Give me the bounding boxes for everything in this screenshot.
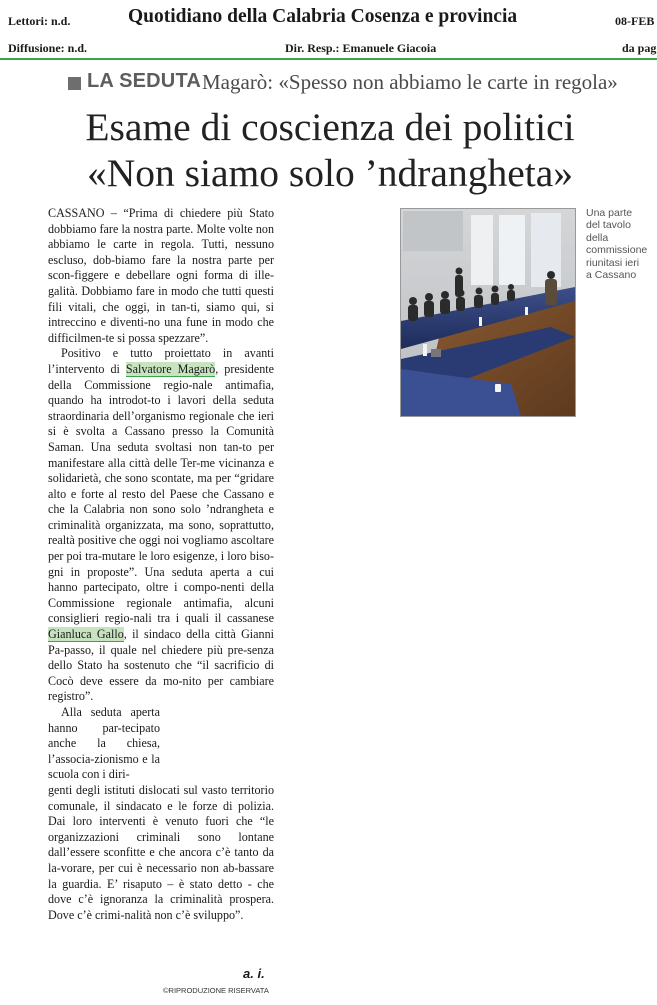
highlight-name-gallo: Gianluca Gallo <box>48 627 124 642</box>
kicker-subtitle: Magarò: «Spesso non abbiamo le carte in regola» <box>202 70 618 94</box>
header-divider <box>0 58 657 60</box>
caption-line: commissione <box>586 244 648 257</box>
copyright-notice: ©RIPRODUZIONE RISERVATA <box>163 986 269 995</box>
paragraph-3-narrow: Alla seduta aperta hanno par-tecipato anche la chiesa, l’associa-zionismo e la scuola con i diri- <box>48 705 160 782</box>
editor-label: Dir. Resp.: Emanuele Giacoia <box>285 41 437 55</box>
photo-illustration <box>401 209 575 416</box>
circulation-label: Diffusione: n.d. <box>8 41 88 55</box>
paragraph-2 <box>48 346 274 705</box>
commission-photo <box>400 208 576 417</box>
paragraph-2-middle: , presidente della Commissione regio-nale antimafia, quando ha introdot-to i lavori della seduta straordinaria dell’organismo regionale che ieri si è svolta a Cassano presso la Comunità Saman. Una seduta svoltasi non tan-to per manifestare alla città delle Ter-me vicinanza e solidarietà, che sono scontate, ma per “gridare alto e forte al resto del Paese che Cassano e che la Calabria non sono solo ’ndrangheta e criminalità organizzata, ma sono, soprattutto, realtà positive che oggi noi vogliamo ascoltare per poi tra-mutare le loro esigenze, i loro biso-gni in proposte”. Una seduta aperta a cui hanno partecipato, oltre i compo-nenti della Commissione regionale antimafia, alcuni consiglieri regio-nali tra i quali il cassanese <box>48 361 274 626</box>
paragraph-2-intro: Positivo e tutto proiettato in avanti l’intervento di <box>48 346 274 376</box>
kicker-tag: LA SEDUTA <box>87 70 202 92</box>
newspaper-title: Quotidiano della Calabria Cosenza e provincia <box>128 6 518 27</box>
article-body <box>48 206 274 923</box>
readers-label: Lettori: n.d. <box>8 14 71 28</box>
photo-caption <box>586 207 656 281</box>
author-signature: a. i. <box>243 966 265 981</box>
headline-line-2: «Non siamo solo ’ndrangheta» <box>87 151 573 195</box>
paragraph-2-end: , il sindaco della città Gianni Pa-passo, il quale nel chiedere più pre-senza dello Stato ha sostenuto che “il sacrificio di Cocò deve essere da mo-nito per cambiare registro”. <box>48 627 274 704</box>
caption-line: del tavolo <box>586 219 631 232</box>
kicker-square-icon <box>68 77 81 90</box>
page-label: da pag <box>622 41 657 55</box>
highlight-name-magaro: Salvatore Magarò <box>125 361 216 376</box>
date-label: 08-FEB <box>615 14 655 28</box>
paragraph-3-rest: genti degli istituti dislocati sul vasto territorio comunale, il sindacato e le forze di polizia. Dai loro interventi è venuto fuori che “le organizzazioni criminali sono lontane dall’essere sconfitte e che ancora c’è tanto da la-vorare, per cui è necessario non ab-bassare la guardia. E’ risaputo – è stato detto - che dove c’è ignoranza la criminalità prospera. Dove c’è crimi-nalità non c’è sviluppo”. <box>48 782 274 922</box>
caption-line: a Cassano <box>586 269 637 282</box>
headline-line-1: Esame di coscienza dei politici <box>85 105 575 149</box>
caption-line: della <box>586 231 609 244</box>
caption-line: riunitasi ieri <box>586 256 640 269</box>
caption-line: Una parte <box>586 207 633 219</box>
paragraph-1: CASSANO – “Prima di chiedere più Stato dobbiamo fare la nostra parte. Molte volte non abbiamo le carte in regola. Tutti, nessuno escluso, dob-biamo fare la nostra parte per scon-figgere e debellare ogni forma di ille-galità. Dobbiamo fare in modo che tutti questi fili vitali, che oggi, in tan-ti, siamo qui, si intreccino e diventi-no una fune in modo che difficilmen-te si possa spezzare”. <box>48 206 274 345</box>
